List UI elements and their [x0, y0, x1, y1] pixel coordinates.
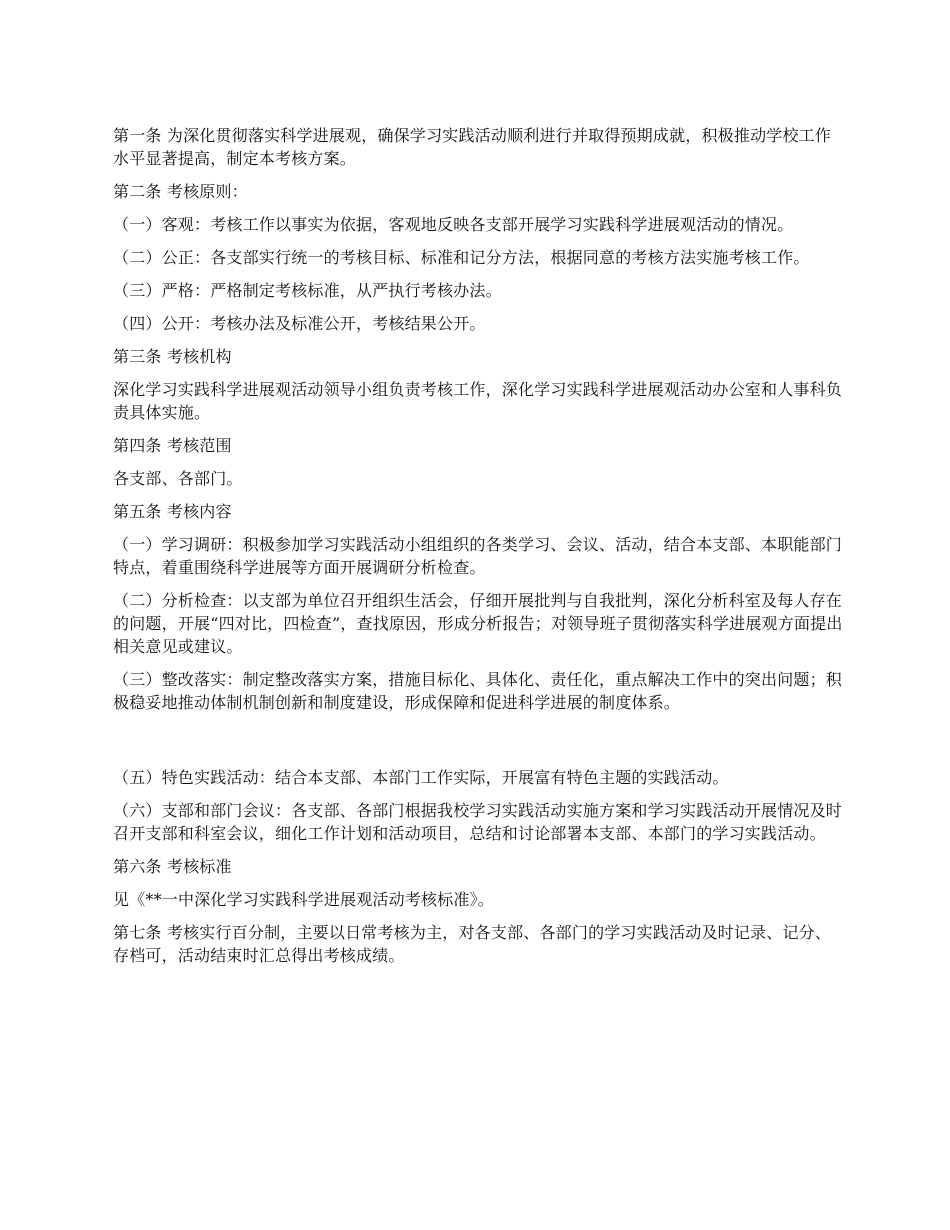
paragraph-content-analysis: （二）分析检查：以支部为单位召开组织生活会，仔细开展批判与自我批判，深化分析科室及每人存在的问题，开展“四对比，四检查”，查找原因，形成分析报告；对领导班子贯彻落实科学进展观方面提出相关意见或建议。	[113, 591, 843, 656]
paragraph-principle-fair: （二）公正：各支部实行统一的考核目标、标准和记分方法，根据同意的考核方法实施考核工作。	[113, 248, 810, 267]
paragraph-standard-reference: 见《**一中深化学习实践科学进展观活动考核标准》。	[113, 890, 495, 909]
heading-article-6: 第六条 考核标准	[113, 857, 232, 876]
heading-article-3: 第三条 考核机构	[113, 347, 232, 366]
paragraph-content-study: （一）学习调研：积极参加学习实践活动小组组织的各类学习、会议、活动，结合本支部、本职能部门特点，着重围绕科学进展等方面开展调研分析检查。	[113, 535, 843, 577]
paragraph-article-7: 第七条 考核实行百分制，主要以日常考核为主，对各支部、各部门的学习实践活动及时记录、记分、存档可，活动结束时汇总得出考核成绩。	[113, 923, 832, 965]
paragraph-principle-open: （四）公开：考核办法及标准公开，考核结果公开。	[113, 314, 486, 333]
section-gap	[113, 724, 843, 766]
heading-article-2: 第二条 考核原则：	[113, 182, 248, 201]
paragraph-principle-strict: （三）严格：严格制定考核标准，从严执行考核办法。	[113, 281, 502, 300]
paragraph-content-special: （五）特色实践活动：结合本支部、本部门工作实际，开展富有特色主题的实践活动。	[113, 768, 729, 787]
paragraph-principle-objective: （一）客观：考核工作以事实为依据，客观地反映各支部开展学习实践科学进展观活动的情况。	[113, 215, 794, 234]
paragraph-content-meetings: （六）支部和部门会议：各支部、各部门根据我校学习实践活动实施方案和学习实践活动开展情况及时召开支部和科室会议，细化工作计划和活动项目，总结和讨论部署本支部、本部门的学习实践活动。	[113, 801, 843, 843]
heading-article-5: 第五条 考核内容	[113, 502, 232, 521]
paragraph-content-rectification: （三）整改落实：制定整改落实方案，措施目标化、具体化、责任化，重点解决工作中的突出问题；积极稳妥地推动体制机制创新和制度建设，形成保障和促进科学进展的制度体系。	[113, 670, 843, 712]
paragraph-assessment-body: 深化学习实践科学进展观活动领导小组负责考核工作，深化学习实践科学进展观活动办公室和人事科负责具体实施。	[113, 380, 843, 422]
paragraph-article-1: 第一条 为深化贯彻落实科学进展观，确保学习实践活动顺利进行并取得预期成就，积极推动学校工作水平显著提高，制定本考核方案。	[113, 126, 832, 168]
document-body	[113, 124, 843, 977]
heading-article-4: 第四条 考核范围	[113, 436, 232, 455]
paragraph-assessment-scope: 各支部、各部门。	[113, 469, 243, 488]
